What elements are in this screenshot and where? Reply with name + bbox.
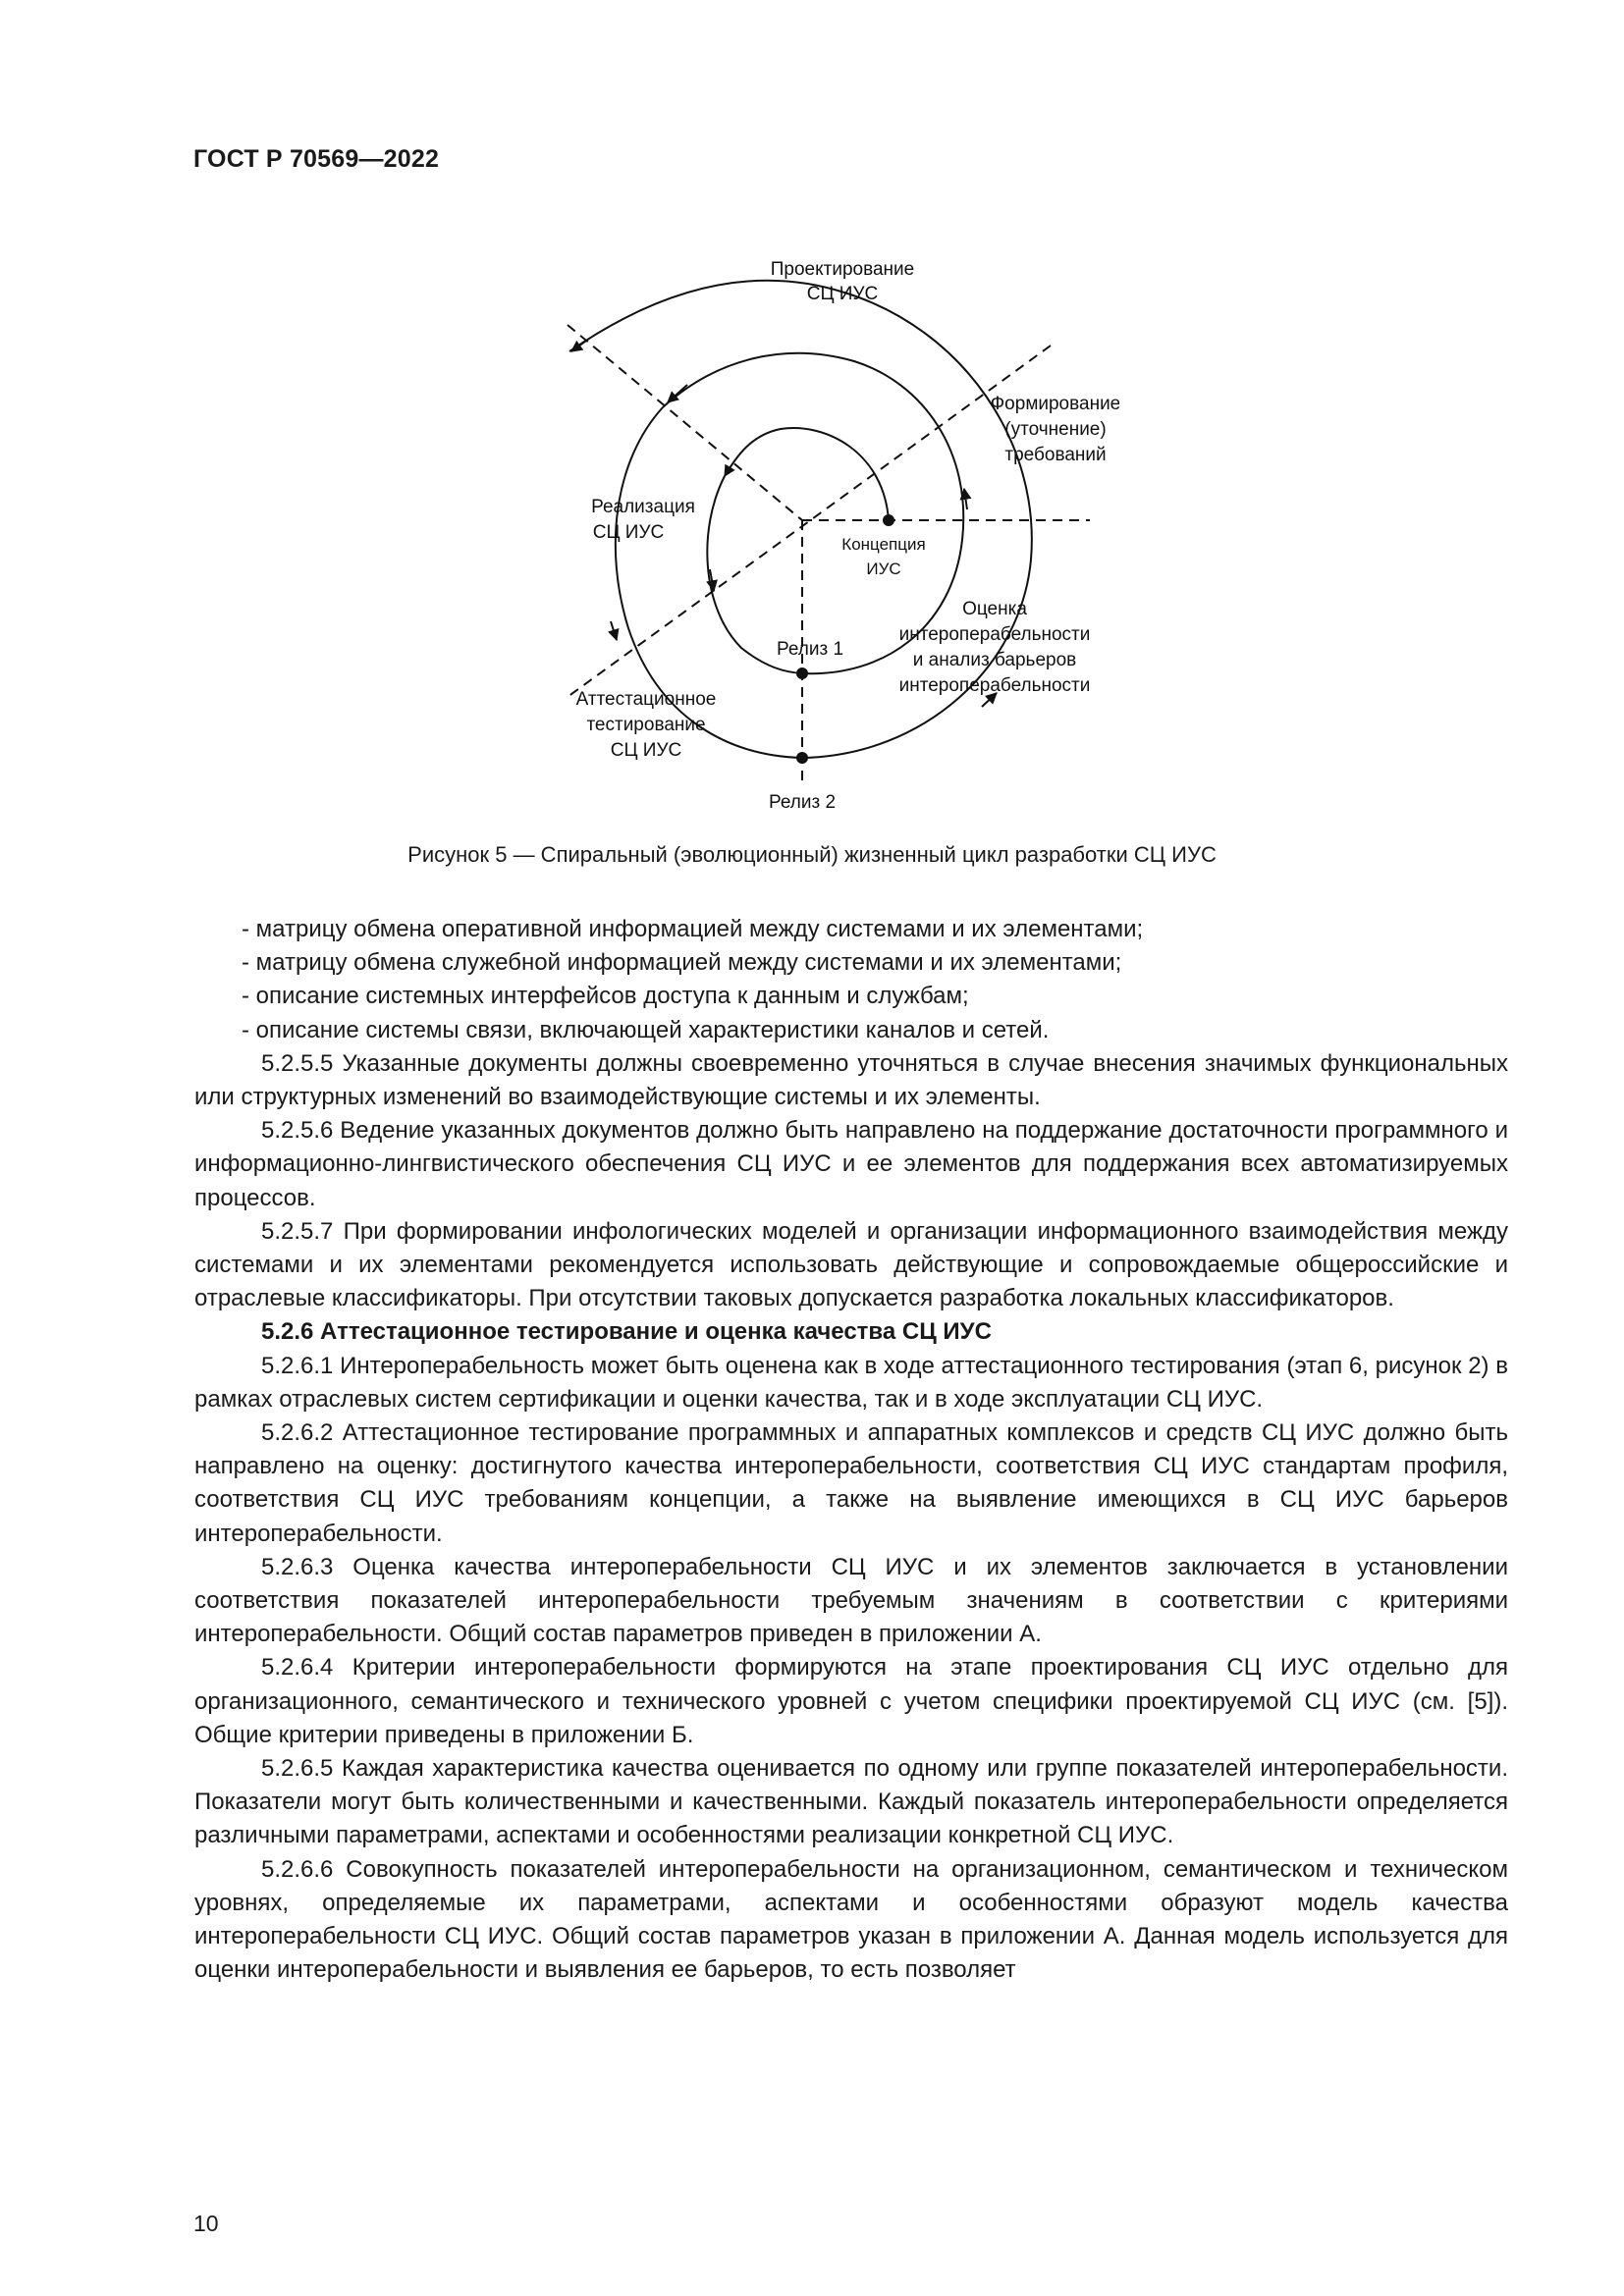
page-number: 10 — [193, 2211, 219, 2236]
paragraph-5-2-6-3: 5.2.6.3 Оценка качества интероперабельности СЦ ИУС и их элементов заключается в установлении соответствия показателей интероперабельности требуемым значениям в соответствии с критериями интероперабельности. Общий состав параметров приведен в приложении А. — [194, 1553, 1508, 1648]
label-implementation-line1: Реализация — [591, 497, 695, 517]
label-implementation-line2: СЦ ИУС — [592, 522, 665, 543]
label-concept-line1: Концепция — [841, 535, 926, 554]
dashed-axis-nw — [568, 325, 802, 520]
label-testing-line2: тестирование — [586, 715, 706, 735]
label-requirements-line2: (уточнение) — [1004, 419, 1107, 440]
spiral-lifecycle-diagram — [530, 236, 1119, 825]
list-item: - описание системы связи, включающей характеристики каналов и сетей. — [242, 1016, 1050, 1043]
point-concept — [883, 514, 894, 526]
spiral-diagram-svg — [530, 236, 1119, 825]
paragraph-5-2-6-4: 5.2.6.4 Критерии интероперабельности формируются на этапе проектирования СЦ ИУС отдельно для организационного, семантического и технического уровней с учетом специфики проектируемой СЦ ИУС (см. [5]). Общие критерии приведены в приложении Б. — [194, 1654, 1508, 1748]
label-evaluation-line1: Оценка — [962, 599, 1027, 619]
label-release-1: Релиз 1 — [776, 639, 844, 660]
figure-caption: Рисунок 5 — Спиральный (эволюционный) жизненный цикл разработки СЦ ИУС — [407, 842, 1217, 867]
label-release-2: Релиз 2 — [768, 792, 837, 813]
label-evaluation-line4: интероперабельности — [898, 675, 1091, 696]
spiral-arrow-outer-left — [611, 621, 617, 640]
list-item: - матрицу обмена служебной информацией между системами и их элементами; — [242, 949, 1122, 977]
list-item: - описание системных интерфейсов доступа к данным и службам; — [242, 983, 969, 1010]
label-requirements-line1: Формирование — [990, 394, 1119, 414]
label-design-line1: Проектирование — [770, 259, 915, 280]
label-concept-line2: ИУС — [866, 560, 901, 578]
spiral-arc-inner — [725, 428, 889, 520]
spiral-arrow-right-up — [964, 489, 967, 509]
document-body — [194, 913, 1508, 1988]
spiral-arrow-outer-top — [571, 339, 589, 351]
document-header: ГОСТ Р 70569—2022 — [193, 145, 440, 173]
label-testing-line3: СЦ ИУС — [610, 740, 682, 761]
paragraph-5-2-6-6: 5.2.6.6 Совокупность показателей интероперабельности на организационном, семантическом и техническом уровнях, определяемые их параметрами, аспектами и особенностями образуют модель качества интероперабельности СЦ ИУС. Общий состав параметров указан в приложении А. Данная модель используется для оценки интероперабельности и выявления ее барьеров, то есть позволяет — [194, 1855, 1508, 1984]
spiral-arrow-top-left — [668, 385, 687, 402]
label-evaluation-line2: интероперабельности — [898, 624, 1091, 645]
paragraph-5-2-6-1: 5.2.6.1 Интероперабельность может быть оценена как в ходе аттестационного тестирования (этап 6, рисунок 2) в рамках отраслевых систем сертификации и оценки качества, так и в ходе эксплуатации СЦ ИУС. — [194, 1352, 1508, 1413]
section-heading-5-2-6: 5.2.6 Аттестационное тестирование и оценка качества СЦ ИУС — [261, 1318, 992, 1346]
point-release-2 — [796, 752, 808, 764]
paragraph-5-2-6-5: 5.2.6.5 Каждая характеристика качества оценивается по одному или группе показателей интероперабельности. Показатели могут быть количественными и качественными. Каждый показатель интероперабельности определяется различными параметрами, аспектами и особенностями реализации конкретной СЦ ИУС. — [194, 1755, 1508, 1849]
paragraph-5-2-5-6: 5.2.5.6 Ведение указанных документов должно быть направлено на поддержание достаточности программного и информационно-лингвистического обеспечения СЦ ИУС и ее элементов для поддержания всех автоматизируемых процессов. — [194, 1117, 1508, 1211]
paragraph-5-2-6-2: 5.2.6.2 Аттестационное тестирование программных и аппаратных комплексов и средств СЦ ИУС должно быть направлено на оценку: достигнутого качества интероперабельности, соответствия СЦ ИУС стандартам профиля, соответствия СЦ ИУС требованиям концепции, а также на выявление имеющихся в СЦ ИУС барьеров интероперабельности. — [194, 1419, 1508, 1547]
paragraph-5-2-5-7: 5.2.5.7 При формировании инфологических моделей и организации информационного взаимодействия между системами и их элементами рекомендуется использовать действующие и сопровождаемые общероссийские и отраслевые классификаторы. При отсутствии таковых допускается разработка локальных классификаторов. — [194, 1217, 1508, 1312]
label-requirements-line3: требований — [1004, 445, 1107, 465]
label-design-line2: СЦ ИУС — [806, 284, 879, 304]
label-testing-line1: Аттестационное — [575, 689, 717, 710]
point-release-1 — [796, 667, 808, 679]
paragraph-5-2-5-5: 5.2.5.5 Указанные документы должны своевременно уточняться в случае внесения значимых функциональных или структурных изменений во взаимодействующие системы и их элементы. — [194, 1049, 1508, 1111]
label-evaluation-line3: и анализ барьеров — [912, 650, 1077, 670]
list-item: - матрицу обмена оперативной информацией между системами и их элементами; — [242, 916, 1144, 942]
